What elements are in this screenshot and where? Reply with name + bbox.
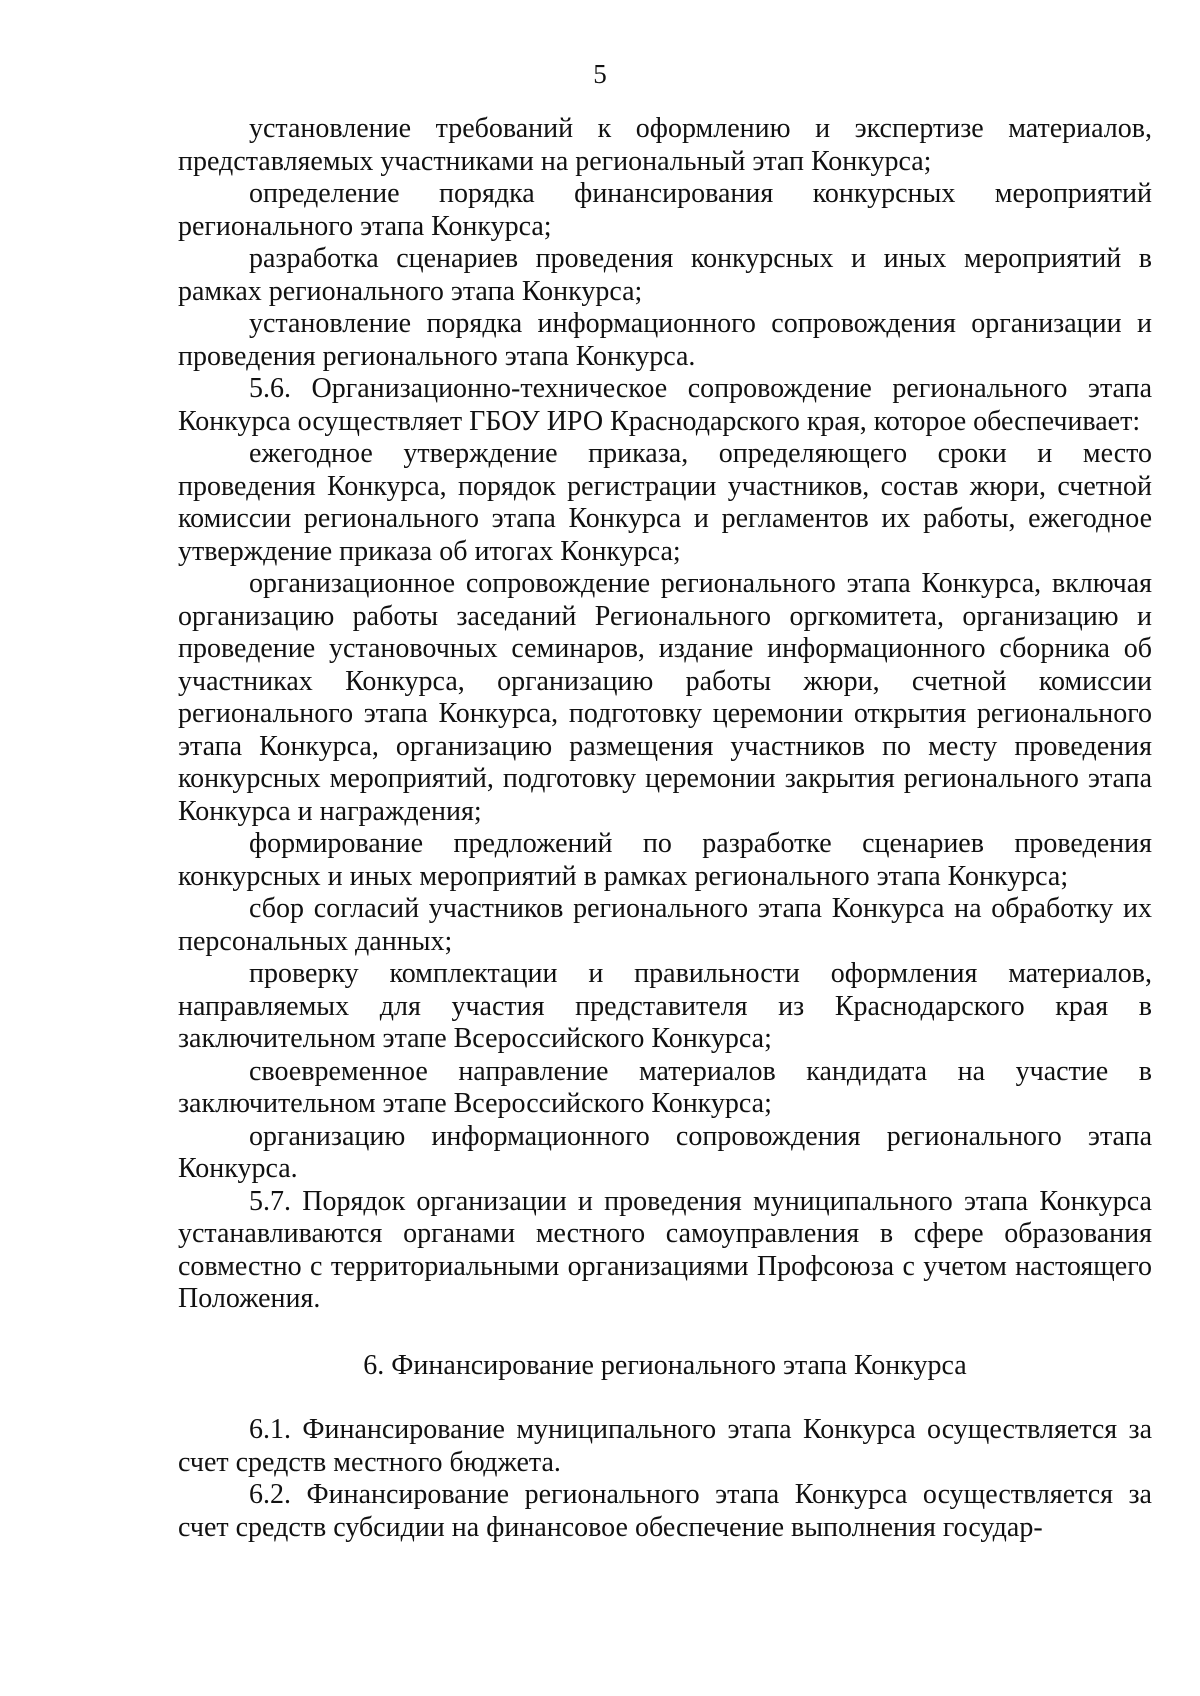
paragraph: организационное сопровождение регионального этапа Конкурса, включая организацию работы заседаний Регионального оргкомитета, организацию и проведение установочных семинаров, издание информационного сборника об участниках Конкурса, организацию работы жюри, счетной комиссии регионального этапа Конкурса, подготовку церемонии открытия регионального этапа Конкурса, организацию размещения участников по месту проведения конкурсных мероприятий, подготовку церемонии закрытия регионального этапа Конкурса и награждения; [178, 568, 1152, 827]
paragraph: определение порядка финансирования конкурсных мероприятий регионального этапа Конкурса; [178, 178, 1152, 242]
paragraph: 5.6. Организационно-техническое сопровождение регионального этапа Конкурса осуществляет ГБОУ ИРО Краснодарского края, которое обеспечивает: [178, 373, 1152, 437]
paragraph: 6.2. Финансирование регионального этапа Конкурса осуществляется за счет средств субсидии на финансовое обеспечение выполнения государ- [178, 1479, 1152, 1543]
paragraph: ежегодное утверждение приказа, определяющего сроки и место проведения Конкурса, порядок регистрации участников, состав жюри, счетной комиссии регионального этапа Конкурса и регламентов их работы, ежегодное утверждение приказа об итогах Конкурса; [178, 438, 1152, 567]
page-number: 5 [593, 59, 607, 89]
paragraph: сбор согласий участников регионального этапа Конкурса на обработку их персональных данных; [178, 893, 1152, 957]
paragraph: 5.7. Порядок организации и проведения муниципального этапа Конкурса устанавливаются органами местного самоуправления в сфере образования совместно с территориальными организациями Профсоюза с учетом настоящего Положения. [178, 1185, 1152, 1314]
paragraph: установление требований к оформлению и экспертизе материалов, представляемых участниками на региональный этап Конкурса; [178, 113, 1152, 177]
paragraph: формирование предложений по разработке сценариев проведения конкурсных и иных мероприятий в рамках регионального этапа Конкурса; [178, 828, 1152, 892]
document-body [178, 113, 1152, 1544]
paragraph: проверку комплектации и правильности оформления материалов, направляемых для участия представителя из Краснодарского края в заключительном этапе Всероссийского Конкурса; [178, 958, 1152, 1054]
section-heading: 6. Финансирование регионального этапа Конкурса [363, 1349, 967, 1381]
paragraph: разработка сценариев проведения конкурсных и иных мероприятий в рамках регионального этапа Конкурса; [178, 243, 1152, 307]
paragraph: установление порядка информационного сопровождения организации и проведения регионального этапа Конкурса. [178, 308, 1152, 372]
paragraph: организацию информационного сопровождения регионального этапа Конкурса. [178, 1120, 1152, 1184]
paragraph: 6.1. Финансирование муниципального этапа Конкурса осуществляется за счет средств местного бюджета. [178, 1414, 1152, 1478]
paragraph: своевременное направление материалов кандидата на участие в заключительном этапе Всероссийского Конкурса; [178, 1055, 1152, 1119]
